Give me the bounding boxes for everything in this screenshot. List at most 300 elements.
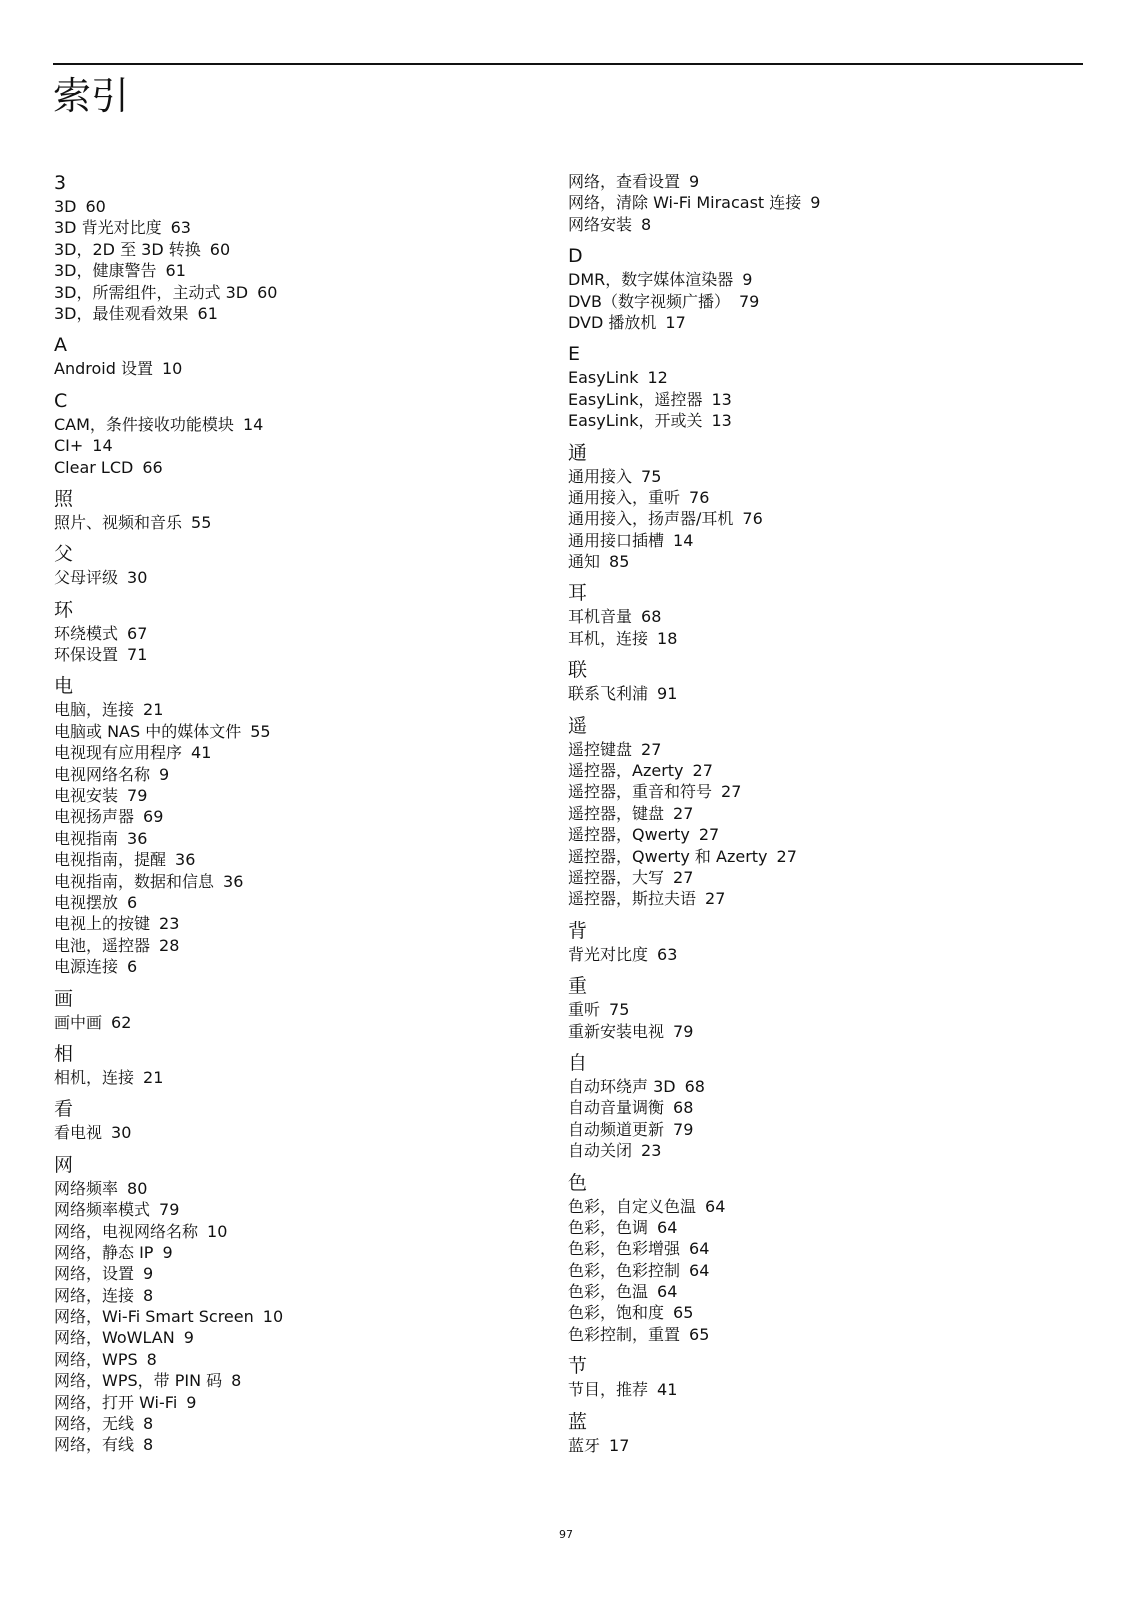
index-entry-term: 耳机音量 bbox=[568, 607, 633, 627]
index-entry-term: 遥控键盘 bbox=[568, 739, 633, 759]
index-entry-term: DMR，数字媒体渲染器 bbox=[568, 270, 734, 290]
index-entry-term: 背光对比度 bbox=[568, 944, 649, 964]
index-entry[interactable] bbox=[568, 1196, 1048, 1217]
index-entry[interactable] bbox=[568, 214, 1048, 235]
index-column-right bbox=[568, 171, 1048, 1466]
index-entry-page[interactable]: 61 bbox=[197, 303, 218, 323]
index-entry-page[interactable]: 10 bbox=[207, 1221, 228, 1241]
index-entry[interactable] bbox=[54, 1263, 534, 1284]
index-entry[interactable] bbox=[568, 944, 1048, 965]
index-entry[interactable] bbox=[54, 849, 534, 870]
index-entry-term: 重新安装电视 bbox=[568, 1021, 665, 1041]
index-entry-term: 遥控器，斯拉夫语 bbox=[568, 889, 697, 909]
index-entry[interactable] bbox=[568, 867, 1048, 888]
index-entry[interactable] bbox=[54, 871, 534, 892]
index-entry-term: 色彩，色彩控制 bbox=[568, 1260, 681, 1280]
index-entry-page[interactable]: 30 bbox=[127, 568, 148, 588]
index-entry-term: 网络，设置 bbox=[54, 1264, 135, 1284]
index-entry[interactable] bbox=[54, 512, 534, 533]
top-rule bbox=[53, 63, 1083, 65]
index-entry[interactable] bbox=[568, 999, 1048, 1020]
index-entry-page[interactable]: 76 bbox=[689, 487, 710, 507]
index-entry-page[interactable]: 60 bbox=[257, 282, 278, 302]
index-entry[interactable] bbox=[54, 742, 534, 763]
index-entry-term: 网络，WPS bbox=[54, 1349, 138, 1369]
index-entry-page[interactable]: 41 bbox=[657, 1380, 678, 1400]
index-entry-page[interactable]: 17 bbox=[609, 1435, 630, 1455]
index-entry-term: 遥控器，大写 bbox=[568, 867, 665, 887]
index-entry-term: 网络，电视网络名称 bbox=[54, 1221, 199, 1241]
index-entry-term: 电源连接 bbox=[54, 957, 119, 977]
index-group bbox=[568, 245, 1048, 333]
index-entry-page[interactable]: 9 bbox=[810, 193, 821, 213]
index-entry[interactable] bbox=[54, 282, 534, 303]
index-entry-page[interactable]: 36 bbox=[127, 828, 148, 848]
index-entry-term: 电视指南，提醒 bbox=[54, 850, 167, 870]
index-group bbox=[54, 488, 534, 533]
index-group-heading: 看 bbox=[54, 1098, 74, 1121]
index-entry[interactable] bbox=[568, 606, 1048, 627]
index-entry[interactable] bbox=[54, 644, 534, 665]
index-entry-page[interactable]: 75 bbox=[641, 466, 662, 486]
index-entry-page[interactable]: 10 bbox=[262, 1307, 284, 1327]
index-entry[interactable] bbox=[568, 367, 1048, 388]
index-entry-term: 相机，连接 bbox=[54, 1067, 135, 1087]
index-entry-term: 色彩控制，重置 bbox=[568, 1324, 681, 1344]
index-entry-term: 画中画 bbox=[54, 1012, 103, 1032]
index-entry-page[interactable]: 68 bbox=[673, 1098, 694, 1118]
index-entry-page[interactable]: 79 bbox=[738, 291, 760, 311]
index-entry[interactable] bbox=[568, 389, 1048, 410]
index-entry-term: 网络，有线 bbox=[54, 1435, 135, 1455]
index-entry-page[interactable]: 30 bbox=[111, 1123, 132, 1143]
index-entry[interactable] bbox=[568, 628, 1048, 649]
index-entry-page[interactable]: 9 bbox=[742, 270, 753, 290]
index-entry[interactable] bbox=[568, 1238, 1048, 1259]
index-group-heading: 背 bbox=[568, 919, 588, 942]
index-group-heading: 环 bbox=[54, 598, 74, 621]
index-entry[interactable] bbox=[568, 508, 1048, 529]
index-entry-page[interactable]: 75 bbox=[609, 1000, 630, 1020]
index-entry-page[interactable]: 14 bbox=[673, 530, 694, 550]
index-group-heading: 色 bbox=[568, 1171, 588, 1194]
index-entry-term: 重听 bbox=[568, 1000, 601, 1020]
index-entry[interactable] bbox=[568, 760, 1048, 781]
index-group-heading: 画 bbox=[54, 987, 74, 1010]
index-entry-term: 遥控器，Qwerty bbox=[568, 825, 690, 845]
index-column-left bbox=[54, 172, 534, 1466]
index-group bbox=[568, 343, 1048, 431]
index-entry[interactable] bbox=[54, 457, 534, 478]
index-entry-term: 通用接入 bbox=[568, 466, 633, 486]
index-entry-page[interactable]: 79 bbox=[673, 1021, 694, 1041]
index-entry-term: 照片、视频和音乐 bbox=[54, 512, 183, 532]
index-entry-page[interactable]: 64 bbox=[689, 1239, 710, 1259]
index-group-heading: 相 bbox=[54, 1042, 74, 1065]
index-entry-term: EasyLink bbox=[568, 368, 639, 388]
index-entry-term: 通知 bbox=[568, 552, 601, 572]
index-entry[interactable] bbox=[568, 683, 1048, 704]
index-entry-term: 节目，推荐 bbox=[568, 1380, 649, 1400]
index-entry-page[interactable]: 27 bbox=[673, 803, 694, 823]
index-entry-page[interactable]: 13 bbox=[711, 411, 732, 431]
index-entry-page[interactable]: 64 bbox=[657, 1282, 678, 1302]
index-entry[interactable] bbox=[568, 739, 1048, 760]
index-entry-page[interactable]: 62 bbox=[111, 1012, 132, 1032]
index-group bbox=[54, 172, 534, 324]
index-entry[interactable] bbox=[568, 171, 1048, 192]
index-group-heading: 耳 bbox=[568, 582, 588, 605]
index-group-heading: 照 bbox=[54, 487, 74, 510]
index-group bbox=[568, 1172, 1048, 1346]
index-entry-page[interactable]: 65 bbox=[689, 1324, 710, 1344]
index-entry-term: 自动关闭 bbox=[568, 1141, 633, 1161]
index-group-heading: 自 bbox=[568, 1051, 588, 1074]
index-entry-term: 电视摆放 bbox=[54, 892, 119, 912]
index-group-heading: C bbox=[54, 389, 68, 412]
index-entry[interactable] bbox=[568, 551, 1048, 572]
index-entry[interactable] bbox=[54, 935, 534, 956]
index-entry-page[interactable]: 68 bbox=[684, 1076, 705, 1096]
index-entry[interactable] bbox=[54, 1434, 534, 1455]
index-entry[interactable] bbox=[54, 239, 534, 260]
index-entry-page[interactable]: 9 bbox=[186, 1392, 197, 1412]
index-entry-page[interactable]: 68 bbox=[641, 607, 662, 627]
index-entry-term: 看电视 bbox=[54, 1123, 103, 1143]
index-entry[interactable] bbox=[54, 892, 534, 913]
index-entry-page[interactable]: 12 bbox=[647, 368, 668, 388]
index-group-heading: D bbox=[568, 245, 583, 268]
index-entry-term: 3D，最佳观看效果 bbox=[54, 303, 189, 323]
index-entry[interactable] bbox=[54, 1122, 534, 1143]
index-entry-term: 网络，静态 IP bbox=[54, 1242, 154, 1262]
index-entry-page[interactable]: 23 bbox=[159, 914, 180, 934]
index-entry[interactable] bbox=[54, 764, 534, 785]
index-entry-page[interactable]: 10 bbox=[161, 359, 183, 379]
index-entry[interactable] bbox=[568, 1324, 1048, 1345]
index-entry[interactable] bbox=[568, 1119, 1048, 1140]
index-entry-term: 网络安装 bbox=[568, 214, 633, 234]
index-entry-page[interactable]: 8 bbox=[146, 1349, 157, 1369]
index-entry-page[interactable]: 18 bbox=[657, 628, 678, 648]
index-entry[interactable] bbox=[54, 196, 534, 217]
index-entry-term: 电脑，连接 bbox=[54, 700, 135, 720]
index-entry[interactable] bbox=[568, 803, 1048, 824]
index-entry-term: 耳机，连接 bbox=[568, 628, 649, 648]
index-entry-term: EasyLink，遥控器 bbox=[568, 389, 703, 409]
index-group bbox=[54, 543, 534, 588]
index-entry[interactable] bbox=[54, 1392, 534, 1413]
index-entry-page[interactable]: 27 bbox=[776, 846, 797, 866]
index-entry-term: 网络频率模式 bbox=[54, 1200, 151, 1220]
index-entry-page[interactable]: 76 bbox=[742, 509, 763, 529]
index-group bbox=[568, 659, 1048, 704]
index-group-heading: 遥 bbox=[568, 714, 588, 737]
index-entry-page[interactable]: 79 bbox=[673, 1119, 694, 1139]
index-entry-page[interactable]: 64 bbox=[705, 1196, 726, 1216]
index-entry-term: 通用接入，扬声器/耳机 bbox=[568, 509, 734, 529]
index-group-heading: 蓝 bbox=[568, 1410, 588, 1433]
index-entry-page[interactable]: 9 bbox=[143, 1264, 154, 1284]
index-entry-term: EasyLink，开或关 bbox=[568, 411, 703, 431]
index-entry-page[interactable]: 27 bbox=[641, 739, 662, 759]
index-entry-page[interactable]: 85 bbox=[609, 552, 630, 572]
index-entry-page[interactable]: 27 bbox=[692, 761, 713, 781]
index-entry-term: 电视扬声器 bbox=[54, 807, 135, 827]
index-entry-page[interactable]: 21 bbox=[143, 700, 164, 720]
index-entry-page[interactable]: 9 bbox=[689, 172, 700, 191]
index-entry-term: 网络，无线 bbox=[54, 1414, 135, 1434]
index-entry[interactable] bbox=[568, 1217, 1048, 1238]
page-title: 索引 bbox=[53, 74, 130, 118]
index-entry-page[interactable]: 21 bbox=[143, 1067, 164, 1087]
index-entry-page[interactable]: 60 bbox=[85, 197, 106, 216]
index-group bbox=[54, 599, 534, 666]
index-entry-page[interactable]: 55 bbox=[191, 512, 212, 532]
index-entry[interactable] bbox=[568, 1076, 1048, 1097]
index-entry-term: 网络，WPS，带 PIN 码 bbox=[54, 1371, 223, 1391]
index-entry-term: CI+ bbox=[54, 436, 84, 456]
index-entry[interactable] bbox=[568, 888, 1048, 909]
index-entry-page[interactable]: 13 bbox=[711, 389, 732, 409]
index-group bbox=[568, 1355, 1048, 1400]
index-entry-term: 网络，WoWLAN bbox=[54, 1328, 175, 1348]
index-group bbox=[568, 171, 1048, 235]
index-entry-term: 色彩，自定义色温 bbox=[568, 1196, 697, 1216]
index-entry[interactable] bbox=[54, 1285, 534, 1306]
index-entry[interactable] bbox=[568, 269, 1048, 290]
index-entry[interactable] bbox=[54, 260, 534, 281]
index-group bbox=[568, 715, 1048, 910]
index-entry-page[interactable]: 27 bbox=[705, 889, 726, 909]
index-entry[interactable] bbox=[568, 291, 1048, 312]
index-entry-page[interactable]: 41 bbox=[191, 743, 212, 763]
index-entry-page[interactable]: 55 bbox=[250, 721, 271, 741]
index-entry-page[interactable]: 27 bbox=[721, 782, 742, 802]
index-entry-term: 电视指南 bbox=[54, 828, 119, 848]
index-entry[interactable] bbox=[54, 1306, 534, 1327]
index-entry[interactable] bbox=[568, 781, 1048, 802]
index-entry[interactable] bbox=[54, 303, 534, 324]
index-entry[interactable] bbox=[54, 806, 534, 827]
index-entry[interactable] bbox=[54, 1221, 534, 1242]
index-entry-term: 自动音量调衡 bbox=[568, 1098, 665, 1118]
index-entry-term: 色彩，饱和度 bbox=[568, 1303, 665, 1323]
index-entry[interactable] bbox=[54, 414, 534, 435]
index-entry[interactable] bbox=[54, 1413, 534, 1434]
index-entry[interactable] bbox=[568, 312, 1048, 333]
index-entry-page[interactable]: 14 bbox=[242, 414, 264, 434]
index-entry[interactable] bbox=[54, 1349, 534, 1370]
index-entry-term: 网络，连接 bbox=[54, 1285, 135, 1305]
index-entry[interactable] bbox=[54, 217, 534, 238]
index-group bbox=[568, 1052, 1048, 1162]
index-entry[interactable] bbox=[568, 1302, 1048, 1323]
index-entry-term: 电视安装 bbox=[54, 786, 119, 806]
index-entry-term: 网络，打开 Wi-Fi bbox=[54, 1392, 178, 1412]
index-entry[interactable] bbox=[54, 623, 534, 644]
index-entry-term: 电视上的按键 bbox=[54, 914, 151, 934]
index-entry-page[interactable]: 8 bbox=[231, 1371, 242, 1391]
index-entry-page[interactable]: 23 bbox=[641, 1141, 662, 1161]
index-entry-term: CAM，条件接收功能模块 bbox=[54, 414, 234, 434]
index-entry-page[interactable]: 63 bbox=[170, 218, 191, 238]
index-entry[interactable] bbox=[54, 1199, 534, 1220]
index-entry-page[interactable]: 8 bbox=[641, 214, 652, 234]
index-entry-page[interactable]: 80 bbox=[127, 1178, 148, 1198]
index-entry-page[interactable]: 71 bbox=[127, 645, 148, 665]
index-entry[interactable] bbox=[568, 487, 1048, 508]
index-entry-page[interactable]: 8 bbox=[143, 1285, 154, 1305]
index-entry-term: 遥控器，键盘 bbox=[568, 803, 665, 823]
index-entry[interactable] bbox=[568, 192, 1048, 213]
index-entry-term: 通用接口插槽 bbox=[568, 530, 665, 550]
index-entry-page[interactable]: 9 bbox=[159, 764, 170, 784]
index-entry-term: DVB（数字视频广播） bbox=[568, 291, 730, 311]
index-entry[interactable] bbox=[54, 567, 534, 588]
index-entry-page[interactable]: 66 bbox=[142, 457, 163, 477]
index-group bbox=[54, 390, 534, 478]
index-entry[interactable] bbox=[54, 358, 534, 379]
index-entry[interactable] bbox=[568, 1260, 1048, 1281]
index-entry-term: 环保设置 bbox=[54, 645, 119, 665]
index-entry-page[interactable]: 17 bbox=[665, 312, 686, 332]
index-entry-term: 3D，2D 至 3D 转换 bbox=[54, 239, 201, 259]
index-entry[interactable] bbox=[54, 913, 534, 934]
index-group bbox=[54, 1043, 534, 1088]
index-entry-page[interactable]: 8 bbox=[143, 1435, 154, 1455]
index-entry[interactable] bbox=[568, 1281, 1048, 1302]
index-entry-term: 3D，所需组件，主动式 3D bbox=[54, 282, 249, 302]
index-entry-term: 电视指南，数据和信息 bbox=[54, 871, 215, 891]
index-entry[interactable] bbox=[568, 530, 1048, 551]
index-entry-term: 父母评级 bbox=[54, 568, 119, 588]
index-entry[interactable] bbox=[568, 1097, 1048, 1118]
index-entry-page[interactable]: 8 bbox=[143, 1414, 154, 1434]
index-entry-term: 遥控器，Qwerty 和 Azerty bbox=[568, 846, 768, 866]
index-entry-page[interactable]: 67 bbox=[127, 623, 148, 643]
index-entry-page[interactable]: 69 bbox=[143, 807, 164, 827]
index-entry[interactable] bbox=[54, 1067, 534, 1088]
index-entry[interactable] bbox=[568, 466, 1048, 487]
index-entry-term: 色彩，色温 bbox=[568, 1282, 649, 1302]
index-entry[interactable] bbox=[54, 785, 534, 806]
index-entry-term: 遥控器，Azerty bbox=[568, 761, 684, 781]
index-entry-term: 网络频率 bbox=[54, 1178, 119, 1198]
index-entry-page[interactable]: 36 bbox=[223, 871, 244, 891]
index-group bbox=[54, 1098, 534, 1143]
index-group bbox=[568, 975, 1048, 1042]
index-entry-term: 自动环绕声 3D bbox=[568, 1076, 676, 1096]
index-entry-term: 蓝牙 bbox=[568, 1435, 601, 1455]
index-entry-term: 色彩，色调 bbox=[568, 1217, 649, 1237]
index-entry-page[interactable]: 14 bbox=[92, 436, 113, 456]
index-entry-term: 网络，清除 Wi-Fi Miracast 连接 bbox=[568, 193, 802, 213]
index-entry[interactable] bbox=[568, 1379, 1048, 1400]
index-entry-term: 3D 背光对比度 bbox=[54, 218, 162, 238]
index-entry[interactable] bbox=[568, 824, 1048, 845]
index-entry[interactable] bbox=[54, 1178, 534, 1199]
index-entry-page[interactable]: 79 bbox=[127, 786, 148, 806]
index-entry[interactable] bbox=[568, 1021, 1048, 1042]
index-entry-term: 联系飞利浦 bbox=[568, 684, 649, 704]
index-entry-page[interactable]: 27 bbox=[698, 825, 720, 845]
index-entry-term: 电脑或 NAS 中的媒体文件 bbox=[54, 721, 242, 741]
index-entry[interactable] bbox=[568, 410, 1048, 431]
index-entry-page[interactable]: 28 bbox=[159, 935, 180, 955]
index-entry-page[interactable]: 79 bbox=[159, 1200, 180, 1220]
index-entry-page[interactable]: 6 bbox=[127, 892, 138, 912]
index-entry-page[interactable]: 27 bbox=[673, 867, 694, 887]
index-entry-term: 环绕模式 bbox=[54, 623, 119, 643]
index-entry-page[interactable]: 6 bbox=[127, 957, 138, 977]
index-group-heading: 电 bbox=[54, 675, 74, 698]
index-group bbox=[568, 1411, 1048, 1456]
index-entry-term: DVD 播放机 bbox=[568, 312, 657, 332]
index-entry-term: 电视网络名称 bbox=[54, 764, 151, 784]
index-entry-term: 3D，健康警告 bbox=[54, 261, 157, 281]
index-group-heading: 网 bbox=[54, 1153, 74, 1176]
index-group-heading: 父 bbox=[54, 543, 74, 566]
index-group bbox=[568, 442, 1048, 573]
index-entry[interactable] bbox=[54, 435, 534, 456]
index-entry-term: Clear LCD bbox=[54, 457, 134, 477]
index-group-heading: A bbox=[54, 334, 67, 357]
index-entry-term: 通用接入，重听 bbox=[568, 487, 681, 507]
index-entry-term: 3D bbox=[54, 197, 77, 216]
index-entry-page[interactable]: 64 bbox=[689, 1260, 710, 1280]
index-entry-page[interactable]: 9 bbox=[183, 1328, 194, 1348]
index-group bbox=[54, 1154, 534, 1456]
index-entry[interactable] bbox=[54, 1242, 534, 1263]
index-entry-term: 网络，Wi-Fi Smart Screen bbox=[54, 1307, 254, 1327]
index-entry-page[interactable]: 65 bbox=[673, 1303, 694, 1323]
index-entry-term: 自动频道更新 bbox=[568, 1119, 665, 1139]
index-group-heading: 节 bbox=[568, 1355, 588, 1378]
index-entry-page[interactable]: 61 bbox=[165, 261, 186, 281]
index-entry-page[interactable]: 60 bbox=[209, 239, 231, 259]
index-entry[interactable] bbox=[54, 828, 534, 849]
index-entry[interactable] bbox=[54, 1370, 534, 1391]
index-entry[interactable] bbox=[54, 1012, 534, 1033]
index-entry-term: 色彩，色彩增强 bbox=[568, 1239, 681, 1259]
index-entry-page[interactable]: 63 bbox=[657, 944, 678, 964]
index-group-heading: 重 bbox=[568, 975, 588, 998]
index-group bbox=[568, 582, 1048, 649]
index-entry[interactable] bbox=[54, 1327, 534, 1348]
index-group bbox=[54, 675, 534, 977]
index-entry-term: Android 设置 bbox=[54, 359, 153, 379]
index-group bbox=[54, 334, 534, 379]
index-group bbox=[54, 988, 534, 1033]
index-entry[interactable] bbox=[568, 1435, 1048, 1456]
index-group-heading: E bbox=[568, 343, 581, 366]
index-entry[interactable] bbox=[568, 1140, 1048, 1161]
index-group-heading: 3 bbox=[54, 172, 67, 194]
index-entry-page[interactable]: 64 bbox=[657, 1217, 678, 1237]
index-entry-page[interactable]: 9 bbox=[162, 1242, 173, 1262]
index-entry[interactable] bbox=[568, 846, 1048, 867]
index-entry-term: 遥控器，重音和符号 bbox=[568, 782, 713, 802]
index-entry-page[interactable]: 91 bbox=[657, 684, 678, 704]
index-entry[interactable] bbox=[54, 699, 534, 720]
index-group-heading: 联 bbox=[568, 659, 588, 682]
index-entry-term: 电视现有应用程序 bbox=[54, 743, 183, 763]
page-number: 97 bbox=[559, 1528, 573, 1541]
index-entry[interactable] bbox=[54, 956, 534, 977]
index-entry-page[interactable]: 36 bbox=[175, 850, 196, 870]
index-entry[interactable] bbox=[54, 721, 534, 742]
